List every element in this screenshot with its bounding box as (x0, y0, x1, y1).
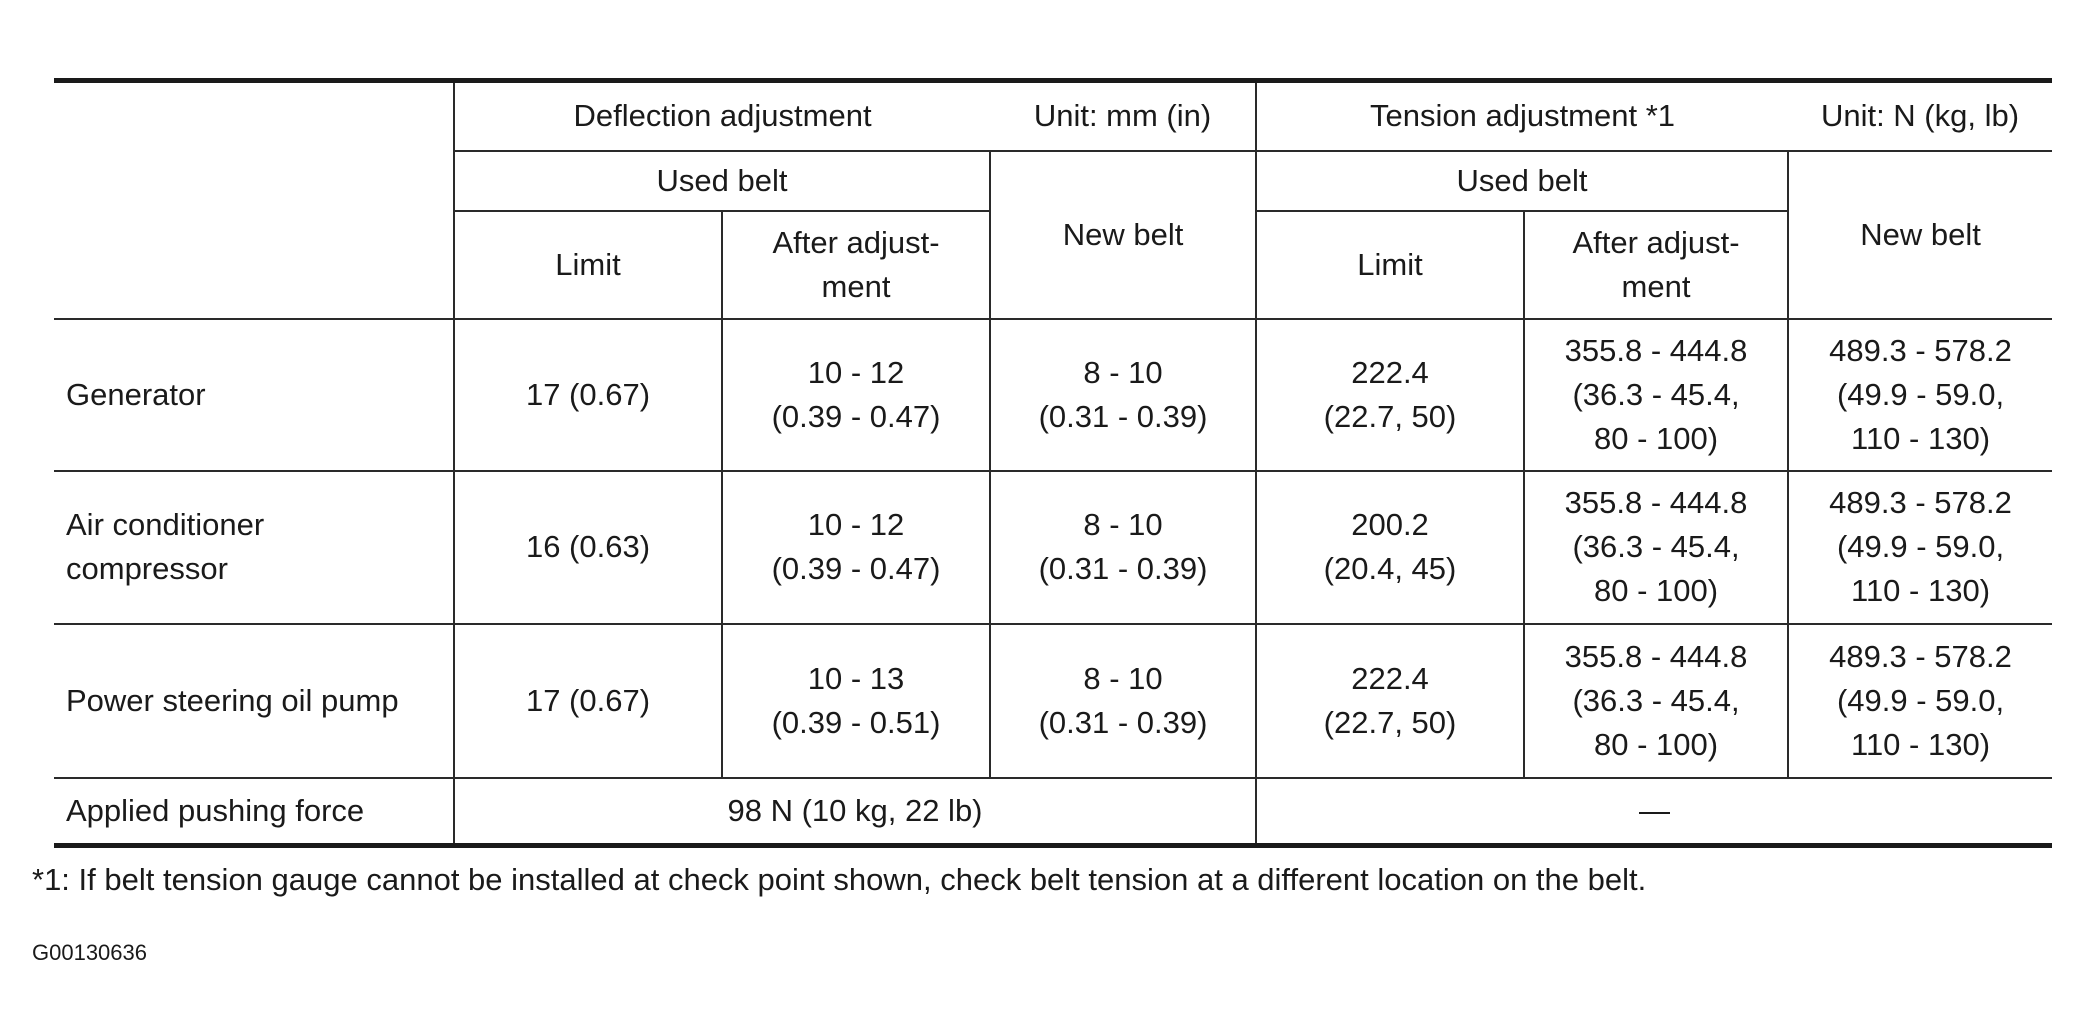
cell-line: 8 - 10 (1083, 354, 1163, 390)
tension-new-cell (1788, 319, 2052, 471)
cell-line: 222.4 (1351, 354, 1429, 390)
cell-line: 8 - 10 (1083, 507, 1163, 542)
belt-spec-table (54, 78, 2052, 848)
cell-line: 355.8 - 444.8 (1564, 485, 1748, 520)
deflection-limit-header: Limit (454, 211, 722, 319)
belt-spec-table-container (54, 78, 2052, 848)
row-label (54, 624, 454, 778)
table-row-air-conditioner-compressor (54, 471, 2052, 624)
deflection-new-cell (990, 624, 1256, 778)
cell-line: (0.31 - 0.39) (1038, 398, 1208, 434)
cell-line: 16 (0.63) (525, 529, 651, 564)
cell-line: 222.4 (1351, 660, 1429, 696)
cell-line: (22.7, 50) (1323, 704, 1457, 740)
row-label-line: Air conditioner (66, 507, 265, 542)
cell-line: 355.8 - 444.8 (1564, 332, 1748, 368)
deflection-limit-cell (454, 624, 722, 778)
tension-limit-cell (1256, 471, 1524, 624)
deflection-title: Deflection adjustment (454, 81, 990, 151)
header-line: After adjust- (1572, 224, 1740, 260)
tension-after-adjustment-header (1524, 211, 1788, 319)
cell-line: 489.3 - 578.2 (1829, 638, 2012, 674)
cell-line: 80 - 100) (1593, 420, 1719, 456)
deflection-limit-cell (454, 319, 722, 471)
row-label (54, 319, 454, 471)
cell-line: 10 - 13 (807, 660, 905, 696)
cell-line: 489.3 - 578.2 (1829, 332, 2012, 368)
tension-limit-header: Limit (1256, 211, 1524, 319)
deflection-new-belt-header: New belt (990, 151, 1256, 319)
header-row-used-belt (54, 151, 2052, 211)
cell-line: (22.7, 50) (1323, 398, 1457, 434)
tension-after-cell (1524, 471, 1788, 624)
deflection-new-cell (990, 471, 1256, 624)
cell-line: 110 - 130) (1851, 573, 1991, 608)
tension-after-cell (1524, 624, 1788, 778)
cell-line: 80 - 100) (1593, 726, 1719, 762)
cell-line: (36.3 - 45.4, (1572, 376, 1740, 412)
cell-line: (49.9 - 59.0, (1836, 529, 2005, 564)
cell-line: 80 - 100) (1593, 573, 1719, 608)
deflection-unit: Unit: mm (in) (990, 81, 1256, 151)
header-line: ment (821, 268, 891, 304)
cell-line: 8 - 10 (1083, 660, 1163, 696)
cell-line: 110 - 130) (1851, 420, 1991, 456)
tension-new-cell (1788, 471, 2052, 624)
deflection-after-cell (722, 471, 990, 624)
cell-line: 17 (0.67) (525, 682, 651, 718)
header-blank-cell (54, 151, 454, 211)
cell-line: (0.39 - 0.51) (771, 704, 941, 740)
tension-new-belt-header: New belt (1788, 151, 2052, 319)
cell-line: 10 - 12 (807, 507, 905, 542)
figure-code: G00130636 (32, 940, 147, 965)
cell-line: 10 - 12 (807, 354, 905, 390)
tension-after-cell (1524, 319, 1788, 471)
tension-title: Tension adjustment *1 (1256, 81, 1788, 151)
header-line: After adjust- (772, 224, 940, 260)
tension-limit-cell (1256, 319, 1524, 471)
deflection-pushing-force-value: 98 N (10 kg, 22 lb) (454, 778, 1256, 846)
row-label-line: compressor (66, 551, 228, 586)
deflection-new-cell (990, 319, 1256, 471)
deflection-after-cell (722, 624, 990, 778)
tension-limit-cell (1256, 624, 1524, 778)
header-line: ment (1621, 268, 1691, 304)
tension-pushing-force-value: — (1256, 778, 2052, 846)
cell-line: 355.8 - 444.8 (1564, 638, 1748, 674)
cell-line: 489.3 - 578.2 (1829, 485, 2012, 520)
table-row-generator (54, 319, 2052, 471)
cell-line: (49.9 - 59.0, (1836, 376, 2005, 412)
deflection-limit-cell (454, 471, 722, 624)
cell-line: (49.9 - 59.0, (1836, 682, 2005, 718)
cell-line: (36.3 - 45.4, (1572, 529, 1740, 564)
cell-line: (0.31 - 0.39) (1038, 704, 1208, 740)
table-row-power-steering-oil-pump (54, 624, 2052, 778)
header-blank-cell (54, 211, 454, 319)
tension-used-belt-header: Used belt (1256, 151, 1788, 211)
cell-line: 17 (0.67) (525, 376, 651, 412)
cell-line: (0.31 - 0.39) (1038, 551, 1208, 586)
table-row-pushing-force (54, 778, 2052, 846)
row-label-line: Generator (66, 376, 206, 412)
row-label (54, 471, 454, 624)
row-label-line: Power steering oil pump (66, 682, 399, 718)
tension-unit: Unit: N (kg, lb) (1788, 81, 2052, 151)
deflection-after-cell (722, 319, 990, 471)
cell-line: 200.2 (1351, 507, 1429, 542)
cell-line: (36.3 - 45.4, (1572, 682, 1740, 718)
cell-line: 110 - 130) (1851, 726, 1991, 762)
tension-new-cell (1788, 624, 2052, 778)
row-label: Applied pushing force (54, 778, 454, 846)
cell-line: (0.39 - 0.47) (771, 398, 941, 434)
cell-line: (20.4, 45) (1323, 551, 1457, 586)
cell-line: (0.39 - 0.47) (771, 551, 941, 586)
header-blank-cell (54, 81, 454, 151)
deflection-after-adjustment-header (722, 211, 990, 319)
header-row-titles (54, 81, 2052, 151)
footnote: *1: If belt tension gauge cannot be installed at check point shown, check belt tension at a different location on the belt. (32, 862, 1647, 897)
deflection-used-belt-header: Used belt (454, 151, 990, 211)
